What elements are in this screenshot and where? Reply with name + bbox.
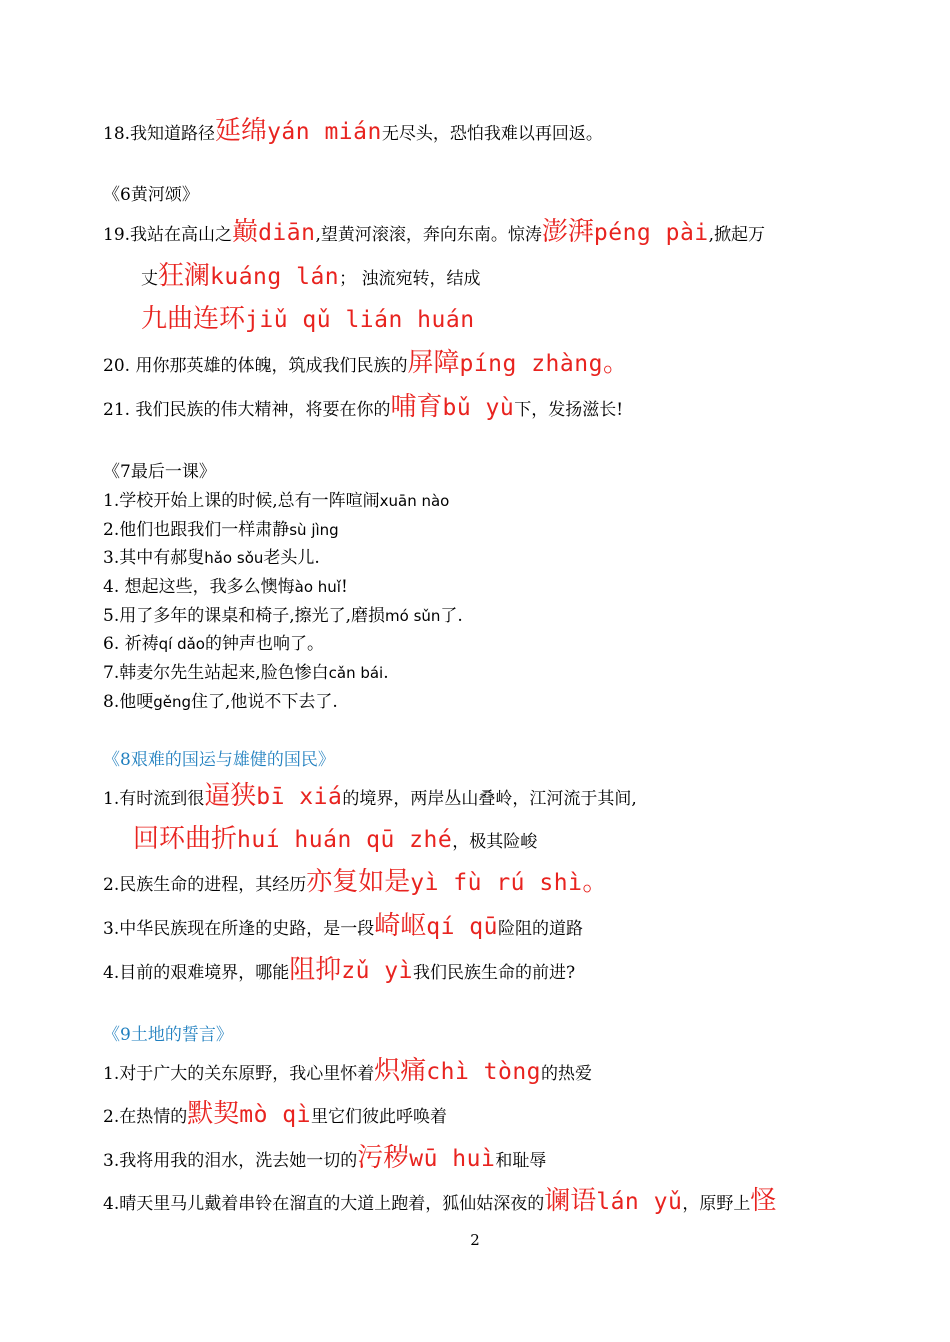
section-heading: 《6黄河颂》 [103, 185, 199, 205]
pinyin: qí dǎo [158, 635, 205, 653]
highlighted-word: 默契 [187, 1099, 240, 1129]
text-line: 8.他哽gěng住了,他说不下去了. [103, 692, 338, 712]
pinyin: hǎo sǒu [204, 549, 264, 567]
highlighted-word: 屏障 [407, 348, 460, 378]
highlighted-word: 延绵 [215, 116, 268, 146]
text-line: 3.其中有郝叟hǎo sǒu老头儿. [103, 548, 320, 568]
text-line: 19.我站在高山之巅diān,望黄河滚滚，奔向东南。惊涛澎湃péng pài,掀起万 [103, 217, 766, 247]
pinyin: píng zhàng [459, 351, 603, 377]
text-line: 1.有时流到很逼狭bī xiá的境界，两岸丛山叠岭，江河流于其间, [103, 781, 637, 811]
pinyin: zǔ yì [341, 958, 413, 984]
highlighted-word: 亦复如是 [306, 867, 411, 897]
text-line: 4. 想起这些，我多么懊悔ào huǐ! [103, 577, 348, 597]
section-heading: 《7最后一课》 [103, 462, 216, 482]
pinyin: jiǔ qǔ lián huán [245, 307, 475, 333]
highlighted-word: 九曲连环 [141, 304, 246, 334]
highlighted-word: 逼狭 [204, 781, 257, 811]
pinyin: kuáng lán [210, 264, 340, 290]
pinyin: sù jìng [289, 521, 339, 539]
text-line: 2.在热情的默契mò qì里它们彼此呼唤着 [103, 1099, 447, 1129]
text-line: 1.学校开始上课的时候,总有一阵喧闹xuān nào [103, 491, 450, 511]
highlighted-word: 澎湃 [541, 217, 594, 247]
pinyin: chì tòng [426, 1059, 542, 1085]
highlighted-word: 污秽 [357, 1143, 410, 1173]
text-line: 7.韩麦尔先生站起来,脸色惨白cǎn bái. [103, 663, 389, 683]
pinyin: qí qū [426, 914, 498, 940]
text-line: 回环曲折huí huán qū zhé，极其险峻 [133, 824, 538, 854]
pinyin: yán mián [267, 119, 382, 145]
text-line: 2.他们也跟我们一样肃静sù jìng [103, 520, 339, 540]
pinyin: diān [258, 220, 316, 246]
text-line: 3.中华民族现在所逢的史路，是一段崎岖qí qū险阻的道路 [103, 911, 583, 941]
pinyin: bǔ yù [442, 395, 515, 421]
text-line: 18.我知道路径延绵yán mián无尽头，恐怕我难以再回返。 [103, 116, 603, 146]
text-line: 4.晴天里马儿戴着串铃在溜直的大道上跑着，狐仙姑深夜的谰语lán yǔ，原野上怪 [103, 1186, 777, 1216]
highlighted-word: 阻抑 [289, 955, 342, 985]
text-line: 3.我将用我的泪水，洗去她一切的污秽wū huì和耻辱 [103, 1143, 547, 1173]
text-line [141, 305, 475, 336]
text-line: 5.用了多年的课桌和椅子,擦光了,磨损mó sǔn了. [103, 606, 463, 626]
pinyin: xuān nào [379, 492, 450, 510]
highlighted-word: 回环曲折 [133, 824, 238, 854]
pinyin: péng pài [593, 220, 709, 246]
pinyin: lán yǔ [596, 1189, 683, 1215]
highlighted-word: 炽痛 [374, 1056, 427, 1086]
section-heading: 《8艰难的国运与雄健的国民》 [103, 750, 335, 770]
highlighted-word: 哺育 [390, 392, 443, 422]
text-line: 20. 用你那英雄的体魄，筑成我们民族的屏障píng zhàng。 [103, 348, 629, 378]
text-line: 21. 我们民族的伟大精神，将要在你的哺育bǔ yù下，发扬滋长! [103, 392, 624, 422]
section-heading: 《9土地的誓言》 [103, 1025, 233, 1045]
highlighted-word: 怪 [750, 1186, 777, 1216]
pinyin: yì fù rú shì [410, 870, 583, 896]
highlighted-word: 谰语 [544, 1186, 597, 1216]
text-line: 6. 祈祷qí dǎo的钟声也响了。 [103, 634, 324, 654]
text-line: 丈狂澜kuáng lán； 浊流宛转，结成 [141, 261, 481, 291]
pinyin: ào huǐ [294, 578, 341, 596]
pinyin: bī xiá [256, 784, 343, 810]
pinyin: cǎn bái [328, 664, 384, 682]
text-line: 2.民族生命的进程，其经历亦复如是yì fù rú shì。 [103, 867, 609, 897]
highlighted-word: 狂澜 [158, 261, 211, 291]
text-line: 4.目前的艰难境界，哪能阻抑zǔ yì我们民族生命的前进? [103, 955, 576, 985]
highlighted-word: 崎岖 [374, 911, 427, 941]
pinyin: gěng [153, 693, 192, 711]
page-number: 2 [470, 1231, 480, 1249]
pinyin: mò qì [239, 1102, 311, 1128]
highlighted-word: 巅 [232, 217, 259, 247]
text-line: 1.对于广大的关东原野，我心里怀着炽痛chì tòng的热爱 [103, 1056, 593, 1086]
pinyin: wū huì [409, 1146, 496, 1172]
pinyin: mó sǔn [385, 607, 441, 625]
pinyin: huí huán qū zhé [237, 827, 453, 853]
